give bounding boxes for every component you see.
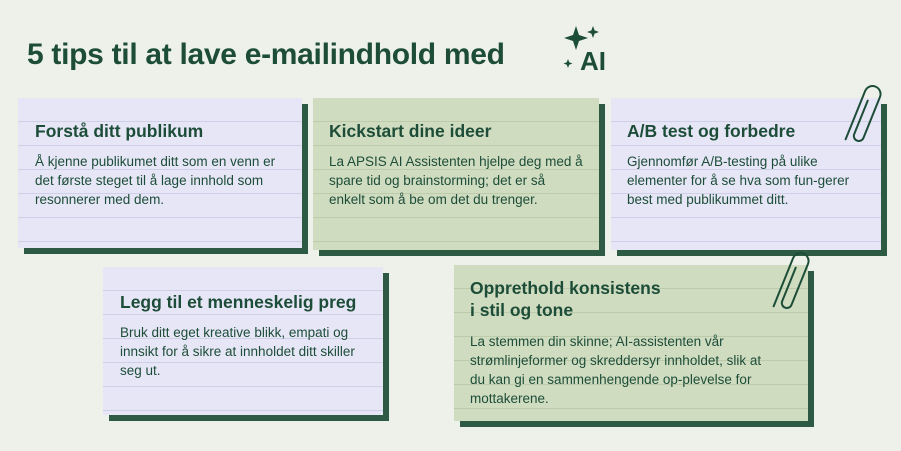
tip-heading-line2: i stil og tone: [470, 300, 574, 320]
tip-heading-line1: Opprethold konsistens: [470, 278, 661, 298]
tip-heading: Legg til et menneskelig preg: [120, 292, 357, 312]
tip-card-human-touch: [103, 267, 383, 415]
paperclip-icon: [840, 78, 886, 152]
page-title: 5 tips til at lave e-mailindhold med: [27, 38, 505, 71]
tip-body: Bruk ditt eget kreative blikk, empati og innsikt for å sikre at innholdet ditt skiller seg ut.: [120, 325, 355, 378]
tip-heading: Forstå ditt publikum: [35, 121, 204, 141]
tip-card-consistency: [454, 265, 808, 421]
tip-heading: Kickstart dine ideer: [329, 121, 492, 141]
tip-card-kickstart-ideas: [313, 98, 599, 250]
tip-body: La stemmen din skinne; AI-assistenten vår strømlinjeformer og skreddersyr innholdet, slik at du kan gi en sammenhengende op-plevelse for mottakerene.: [470, 334, 762, 406]
tip-heading: A/B test og forbedre: [627, 121, 796, 141]
tip-card-understand-audience: [18, 98, 302, 248]
ai-logo-text: AI: [580, 46, 606, 72]
tip-body: La APSIS AI Assistenten hjelpe deg med å spare tid og brainstorming; det er så enkelt som å be om det du trenger.: [329, 154, 583, 207]
ai-sparkles-logo: [562, 24, 614, 72]
paperclip-icon: [768, 245, 814, 319]
tip-body: Å kjenne publikumet ditt som en venn er det første steget til å lage innhold som resonnerer med dem.: [35, 154, 276, 207]
tip-heading: [470, 277, 792, 321]
sparkle-tiny-icon: [564, 59, 573, 68]
tip-body: Gjennomfør A/B-testing på ulike elementer for å se hva som fun-gerer best med publikummet ditt.: [627, 154, 850, 207]
sparkle-small-icon: [587, 26, 599, 38]
